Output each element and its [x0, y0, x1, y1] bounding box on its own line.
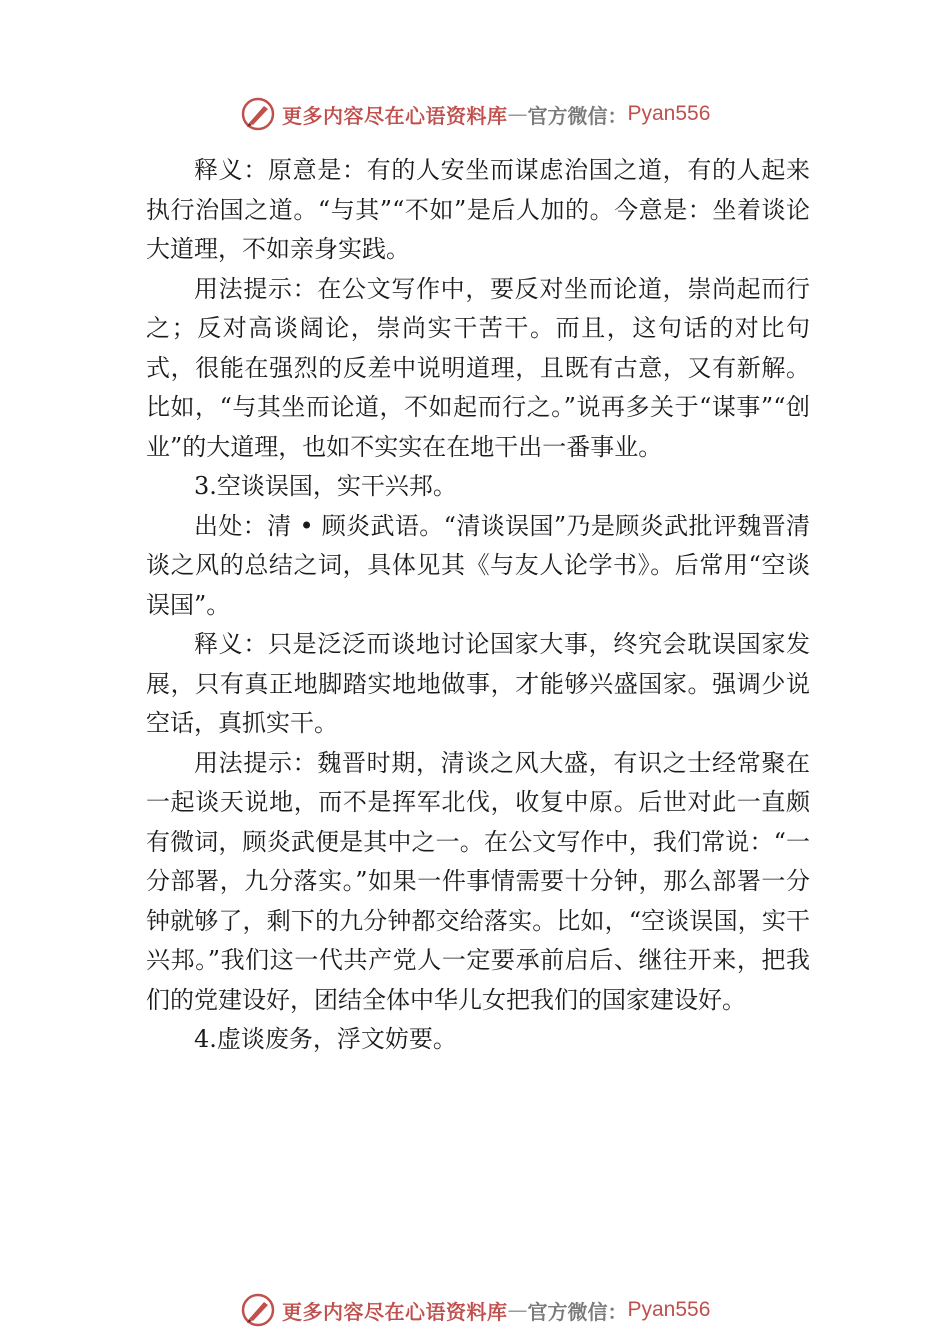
header-dash: —: [507, 102, 528, 126]
paragraph-2: 用法提示：在公文写作中，要反对坐而论道，崇尚起而行之；反对高谈阔论，崇尚实干苦干。而且，这句话的对比句式，很能在强烈的反差中说明道理，且既有古意，又有新解。比如，“与其坐而论道，不如起而行之。”说再多关于“谋事”“创业”的大道理，也如不实实在在地干出一番事业。: [146, 274, 810, 461]
document-body: [146, 151, 810, 1060]
header-wechat-label: 官方微信：: [527, 103, 628, 128]
paragraph-3: 出处：清 • 顾炎武语。“清谈误国”乃是顾炎武批评魏晋清谈之风的总结之词，具体见其《与友人论学书》。后常用“空谈误国”。: [146, 511, 810, 619]
footer-banner: [240, 1290, 710, 1330]
paragraph-5: 用法提示：魏晋时期，清谈之风大盛，有识之士经常聚在一起谈天说地，而不是挥军北伐，收复中原。后世对此一直颇有微词，顾炎武便是其中之一。在公文写作中，我们常说：“一分部署，九分落实。”如果一件事情需要十分钟，那么部署一分钟就够了，剩下的九分钟都交给落实。比如，“空谈误国，实干兴邦。”我们这一代共产党人一定要承前启后、继往开来，把我们的党建设好，团结全体中华儿女把我们的国家建设好。: [146, 748, 810, 1014]
header-wechat-id: Pyan556: [627, 102, 711, 125]
footer-wechat-label: 官方微信：: [527, 1299, 628, 1324]
footer-title: 更多内容尽在心语资料库: [282, 1299, 508, 1324]
footer-wechat-id: Pyan556: [627, 1298, 711, 1321]
paragraph-4: 释义：只是泛泛而谈地讨论国家大事，终究会耽误国家发展，只有真正地脚踏实地地做事，才能够兴盛国家。强调少说空话，真抓实干。: [146, 630, 810, 737]
header-banner: [240, 94, 710, 134]
section-heading-4: 4.虚谈废务，浮文妨要。: [194, 1025, 457, 1053]
pen-logo-icon: [240, 1292, 276, 1328]
section-heading-3: 3.空谈误国，实干兴邦。: [194, 472, 457, 500]
footer-dash: —: [507, 1298, 528, 1322]
header-title: 更多内容尽在心语资料库: [282, 103, 508, 128]
pen-logo-icon: [240, 96, 276, 132]
paragraph-1: 释义：原意是：有的人安坐而谋虑治国之道，有的人起来执行治国之道。“与其”“不如”是后人加的。今意是：坐着谈论大道理，不如亲身实践。: [146, 156, 810, 263]
